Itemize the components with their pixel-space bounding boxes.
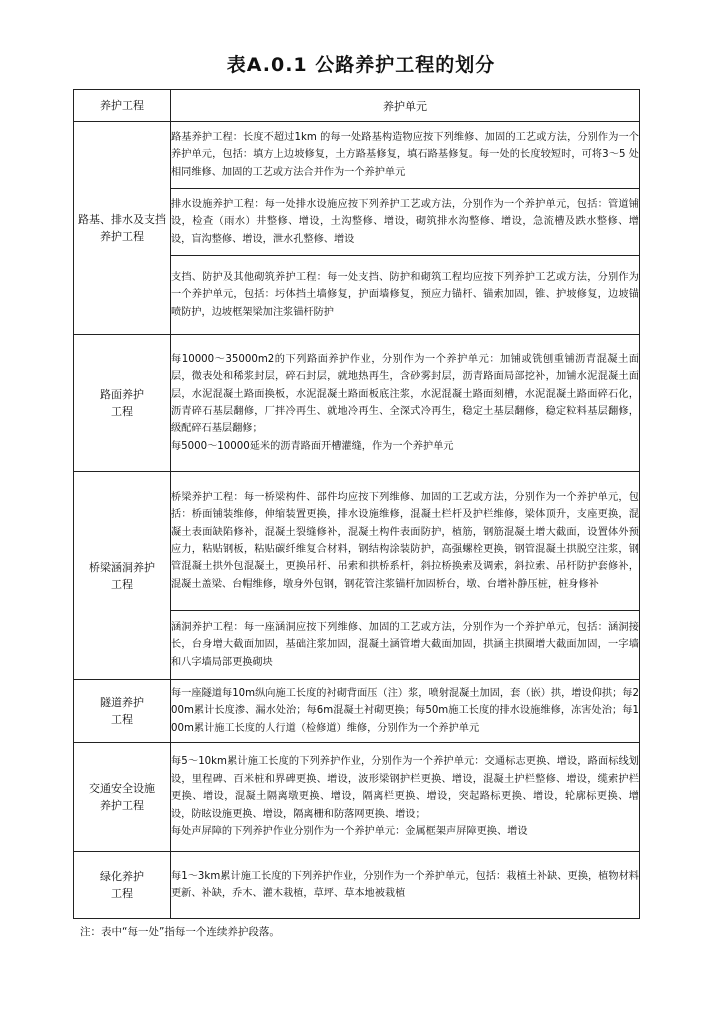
header-category: 养护工程 — [74, 90, 171, 122]
category-line: 工程 — [111, 577, 133, 591]
category-cell — [74, 122, 171, 335]
unit-cell: 支挡、防护及其他砌筑养护工程：每一处支挡、防护和砌筑工程均应按下列养护工艺或方法，分别作为一个养护单元，包括：圬体挡土墙修复，护面墙修复，预应力锚杆、锚索加固，锥、护坡修复，边坡锚喷防护，边坡框架梁加注浆锚杆防护 — [171, 256, 640, 335]
category-line: 交通安全设施 — [89, 782, 155, 795]
category-cell — [74, 335, 171, 472]
table-row — [74, 122, 640, 189]
category-line: 绿化养护 — [100, 870, 144, 883]
category-line: 工程 — [111, 713, 133, 726]
table-row — [74, 335, 640, 472]
unit-cell: 排水设施养护工程：每一处排水设施应按下列养护工艺或方法，分别作为一个养护单元，包括：管道铺设，检查（雨水）井整修、增设，土沟整修、增设，砌筑排水沟整修、增设，急流槽及跌水整修、增设，盲沟整修、增设，泄水孔整修、增设 — [171, 189, 640, 256]
category-line: 桥梁涵洞养护 — [89, 560, 155, 574]
category-cell — [74, 472, 171, 680]
category-line: 路基、排水及支挡 — [78, 213, 166, 226]
table-row — [74, 743, 640, 852]
unit-cell: 涵洞养护工程：每一座涵洞应按下列维修、加固的工艺或方法，分别作为一个养护单元，包括：涵洞接长，台身增大截面加固，基础注浆加固，混凝土涵管增大截面加固，拱涵主拱圈增大截面加固，一字墙和八字墙局部更换砌块 — [171, 611, 640, 680]
category-cell — [74, 680, 171, 743]
table-row — [74, 852, 640, 919]
category-line: 养护工程 — [100, 799, 144, 812]
category-line: 养护工程 — [100, 230, 144, 243]
page-title: 表A.0.1 公路养护工程的划分 — [226, 54, 496, 76]
unit-cell: 每一座隧道每10m纵向施工长度的衬砌背面压（注）浆，喷射混凝土加固，套（嵌）拱，增设仰拱；每200m累计长度渗、漏水处治；每6m混凝土衬砌更换；每50m施工长度的排水设施维修，冻害处治；每100m累计施工长度的人行道（检修道）维修，分别作为一个养护单元 — [171, 680, 640, 743]
unit-cell: 路基养护工程：长度不超过1km 的每一处路基构造物应按下列维修、加固的工艺或方法，分别作为一个养护单元，包括：填方上边坡修复，土方路基修复，填石路基修复。每一处的长度较短时，可将3～5 处相同维修、加固的工艺或方法合并作为一个养护单元 — [171, 122, 640, 189]
category-line: 工程 — [111, 887, 133, 900]
category-cell — [74, 852, 171, 919]
unit-cell: 每1～3km累计施工长度的下列养护作业，分别作为一个养护单元，包括：栽植土补缺、更换，植物材料更新、补缺，乔木、灌木栽植，草坪、草本地被栽植 — [171, 852, 640, 919]
unit-cell: 每10000～35000m2的下列路面养护作业，分别作为一个养护单元：加铺或铣刨重铺沥青混凝土面层，微表处和稀浆封层，碎石封层，就地热再生，含砂雾封层，沥青路面局部挖补，加铺水泥混凝土面层，水泥混凝土路面换板，水泥混凝土路面板底注浆，水泥混凝土路面刻槽，水泥混凝土路面碎石化，沥青碎石基层翻修，厂拌冷再生、就地冷再生、全深式冷再生，稳定土基层翻修，稳定粒料基层翻修，级配碎石基层翻修； 每5000～10000延米的沥青路面开槽灌缝，作为一个养护单元 — [171, 335, 640, 472]
category-line: 隧道养护 — [100, 696, 144, 709]
table-row — [74, 472, 640, 611]
division-table — [73, 89, 640, 919]
category-line: 工程 — [111, 405, 133, 418]
category-cell — [74, 743, 171, 852]
table-note: 注：表中“每一处”指每一个连续养护段落。 — [80, 926, 280, 938]
table-row — [74, 680, 640, 743]
table-header-row — [74, 90, 640, 122]
category-line: 路面养护 — [100, 388, 144, 401]
unit-cell: 每5～10km累计施工长度的下列养护作业，分别作为一个养护单元：交通标志更换、增设，路面标线划设，里程碑、百米桩和界碑更换、增设，波形梁钢护栏更换、增设，混凝土护栏整修、增设，缆索护栏更换、增设，混凝土隔离墩更换、增设，隔离栏更换、增设，突起路标更换、增设，轮廓标更换、增设，防眩设施更换、增设，隔离栅和防落网更换、增设； 每处声屏障的下列养护作业分别作为一个养护单元：金属框架声屏障更换、增设 — [171, 743, 640, 852]
unit-cell: 桥梁养护工程：每一桥梁构件、部件均应按下列维修、加固的工艺或方法，分别作为一个养护单元，包括：桥面铺装维修，伸缩装置更换，排水设施维修，混凝土栏杆及护栏维修，梁体顶升，支座更换，混凝土表面缺陷修补，混凝土裂缝修补，混凝土构件表面防护，植筋，钢筋混凝土增大截面，设置体外预应力，粘贴钢板，粘贴碳纤维复合材料，钢结构涂装防护，高强螺栓更换，钢管混凝土拱脱空注浆，钢管混凝土拱外包混凝土，更换吊杆、吊索和拱桥系杆，斜拉桥换索及调索，斜拉索、吊杆防护套修补，混凝土盖梁、台帽维修，墩身外包钢，钢花管注浆锚杆加固桥台，墩、台增补静压桩，桩身修补 — [171, 472, 640, 611]
header-unit: 养护单元 — [171, 90, 640, 122]
